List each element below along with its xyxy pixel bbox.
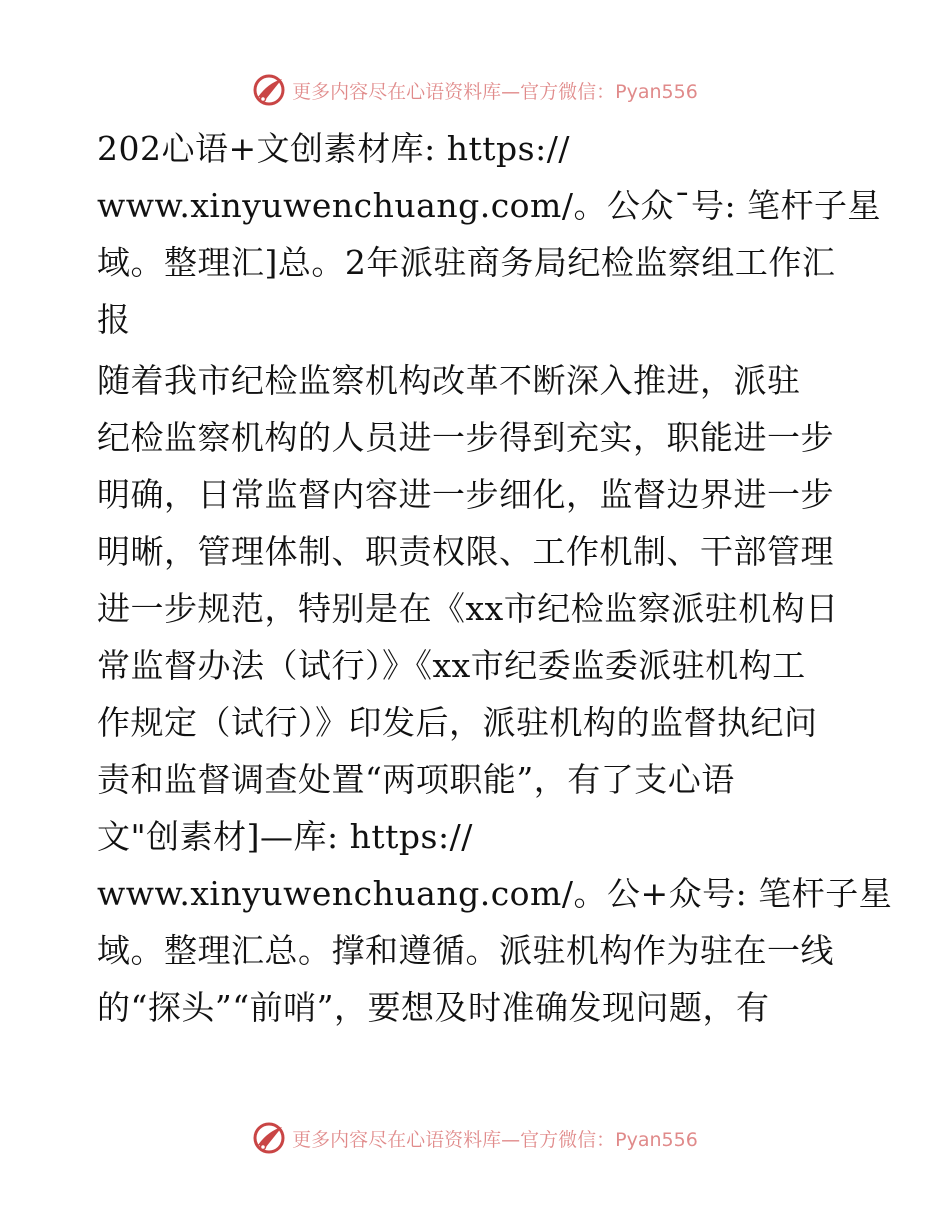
text-line: 作规定（试行）》印发后，派驻机构的监督执纪问	[97, 703, 818, 742]
text-line: 报	[97, 300, 131, 339]
text-line: 明晰，管理体制、职责权限、工作机制、干部管理	[97, 532, 834, 571]
logo-icon	[252, 1121, 286, 1155]
watermark-text: 更多内容尽在心语资料库—官方微信：Pyan556	[292, 80, 698, 103]
paragraph-body	[97, 352, 893, 1036]
text-line: 域。整理汇]总。2年派驻商务局纪检监察组工作汇	[97, 243, 836, 282]
text-line: 纪检监察机构的人员进一步得到充实，职能进一步	[97, 418, 834, 457]
text-line: 的“探头”“前哨”，要想及时准确发现问题，有	[97, 988, 770, 1027]
text-line: www.xinyuwenchuang.com/。公众¯号: 笔杆子星	[97, 186, 882, 225]
text-line: 域。整理汇总。撑和遵循。派驻机构作为驻在一线	[97, 931, 834, 970]
text-line: 进一步规范，特别是在《xx市纪检监察派驻机构日	[97, 589, 839, 628]
text-line: 责和监督调查处置“两项职能”，有了支心语	[97, 760, 735, 799]
text-line: 常监督办法（试行）》《xx市纪委监委派驻机构工	[97, 646, 806, 685]
text-line: www.xinyuwenchuang.com/。公+众号: 笔杆子星	[97, 874, 893, 913]
text-line: 文"创素材]—库: https://	[97, 817, 473, 856]
text-line: 随着我市纪检监察机构改革不断深入推进，派驻	[97, 361, 801, 400]
document-body	[97, 120, 893, 1036]
watermark-text: 更多内容尽在心语资料库—官方微信：Pyan556	[292, 1128, 698, 1151]
text-line: 明确，日常监督内容进一步细化，监督边界进一步	[97, 475, 834, 514]
footer-watermark	[0, 1118, 950, 1158]
header-watermark	[0, 70, 950, 110]
text-line: 202心语+文创素材库: https://	[97, 129, 570, 168]
logo-icon	[252, 73, 286, 107]
paragraph-heading	[97, 120, 882, 348]
